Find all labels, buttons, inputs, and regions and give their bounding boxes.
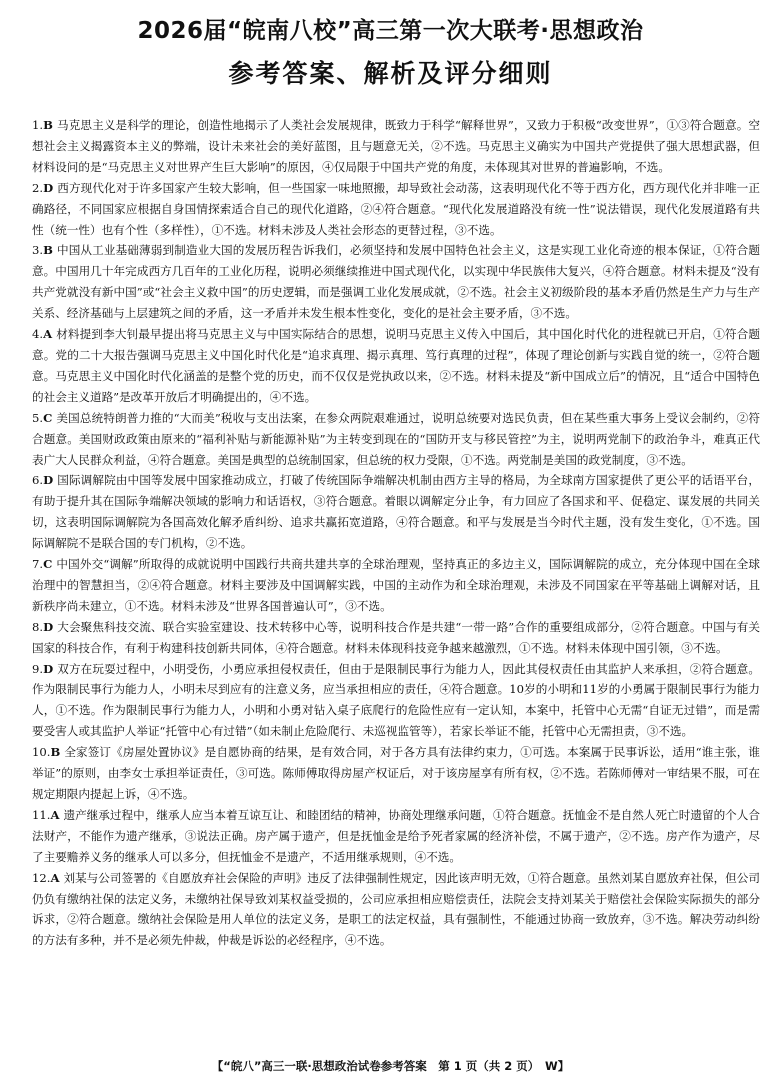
item-answer: D (43, 473, 54, 488)
answer-item-8 (22, 617, 760, 659)
document-title: 2026届“皖南八校”高三第一次大联考·思想政治 (137, 18, 644, 44)
item-explanation: 大会聚焦科技交流、联合实验室建设、技术转移中心等，说明科技合作是共建“一带一路”合作的重要组成部分，②符合题意。中国与有关国家的科技合作，有利于构建科技创新共同体，④符合题意。材料未体现科技竞争越来越激烈，①不选。材料未体现中国引领，③不选。 (32, 619, 760, 655)
item-number: 4. (32, 327, 44, 342)
item-number: 11. (32, 807, 51, 822)
answer-item-7 (22, 554, 760, 617)
item-number: 2. (32, 180, 44, 195)
item-answer: A (50, 807, 60, 822)
answer-item-2 (22, 178, 760, 241)
item-answer: A (50, 870, 60, 885)
item-number: 3. (32, 243, 44, 258)
item-explanation: 美国总统特朗普力推的“大而美”税收与支出法案，在参众两院艰难通过，说明总统要对选民负责，但在某些重大事务上受议会制约，②符合题意。美国财政政策由原来的“福利补贴与新能源补贴”为主转变到现在的“国防开支与移民管控”为主，说明两党制下的政治争斗，难真正代表广大人民群众利益，④符合题意。美国是典型的总统制国家，但总统的权力受限，①不选。两党制是美国的政党制度，③不选。 (32, 410, 760, 467)
item-explanation: 西方现代化对于许多国家产生较大影响，但一些国家一味地照搬，却导致社会动荡，这表明现代化不等于西方化，西方现代化并非唯一正确路径，不同国家应根据自身国情探索适合自己的现代化道路，②④符合题意。“现代化发展道路没有统一性”说法错误，现代化发展道路有共性（统一性）也有个性（多样性），①不选。材料未涉及人类社会形态的更替过程，③不选。 (32, 180, 760, 237)
answer-list (22, 115, 760, 951)
item-number: 6. (32, 473, 44, 488)
answer-item-5 (22, 408, 760, 471)
answer-item-12 (22, 868, 760, 952)
item-explanation: 双方在玩耍过程中，小明受伤，小勇应承担侵权责任，但由于是限制民事行为能力人，因此其侵权责任由其监护人来承担，②符合题意。作为限制民事行为能力人，小明未尽到应有的注意义务，应当承担相应的责任，④符合题意。10岁的小明和11岁的小勇属于限制民事行为能力人，①不选。作为限制民事行为能力人，小明和小勇对钻入桌子底爬行的危险性应有一定认知，本案中，托管中心无需“自证无过错”，而是需要受害人或其监护人举证“托管中心有过错”（如未制止危险爬行、未巡视监管等），若家长举证不能，托管中心无需担责，③不选。 (32, 661, 760, 739)
item-answer: D (43, 619, 54, 634)
answer-item-6 (22, 470, 760, 554)
item-explanation: 国际调解院由中国等发展中国家推动成立，打破了传统国际争端解决机制由西方主导的格局，为全球南方国家提供了更公平的话语平台，有助于提升其在国际争端解决领域的影响力和话语权，③符合题意。着眼以调解定分止争，有力回应了各国求和平、促稳定、谋发展的共同关切，这表明国际调解院为各国高效化解矛盾纠纷、追求共赢拓宽道路，④符合题意。和平与发展是当今时代主题，没有发生变化，①不选。国际调解院不是联合国的专门机构，②不选。 (32, 473, 760, 551)
item-number: 12. (32, 870, 51, 885)
item-answer: A (43, 327, 53, 342)
item-number: 10. (32, 745, 51, 760)
item-answer: D (43, 661, 54, 676)
item-explanation: 刘某与公司签署的《自愿放弃社会保险的声明》违反了法律强制性规定，因此该声明无效，①符合题意。虽然刘某自愿放弃社保，但公司仍负有缴纳社保的法定义务，未缴纳社保导致刘某权益受损的，公司应承担相应赔偿责任，法院会支持刘某关于赔偿社会保险实际损失的部分诉求，②符合题意。缴纳社会保险是用人单位的法定义务，是职工的法定权益，具有强制性，不能通过协商一致放弃，③不选。解决劳动纠纷的方法有多种，并不是必须先仲裁，仲裁是诉讼的必经程序，④不选。 (32, 870, 760, 948)
answer-item-10 (22, 742, 760, 805)
answer-item-3 (22, 240, 760, 324)
item-explanation: 材料提到李大钊最早提出将马克思主义与中国实际结合的思想，说明马克思主义传入中国后，其中国化时代化的进程就已开启，①符合题意。党的二十大报告强调马克思主义中国化时代化是“追求真理、揭示真理、笃行真理的过程”，体现了理论创新与实践自觉的统一，②符合题意。马克思主义中国化时代化涵盖的是整个党的历史，而不仅仅是党执政以来，②不选。材料未提及“新中国成立后”的情况，且“适合中国特色的社会主义道路”是改革开放后才明确提出的，④不选。 (32, 327, 760, 404)
item-explanation: 中国从工业基础薄弱到制造业大国的发展历程告诉我们，必须坚持和发展中国特色社会主义，这是实现工业化奇迹的根本保证，①符合题意。中国用几十年完成西方几百年的工业化历程，说明必须继续推进中国式现代化，以实现中华民族伟大复兴，④符合题意。材料未提及“没有共产党就没有新中国”或“社会主义救中国”的历史逻辑，而是强调工业化发展成就，②不选。社会主义初级阶段的基本矛盾仍然是生产力与生产关系、经济基础与上层建筑之间的矛盾，这一矛盾并未发生根本性变化，变化的是社会主要矛盾，③不选。 (32, 243, 760, 321)
item-number: 1. (32, 118, 44, 132)
item-explanation: 全家签订《房屋处置协议》是自愿协商的结果，是有效合同，对于各方具有法律约束力，①可选。本案属于民事诉讼，适用“谁主张，谁举证”的原则，由李女士承担举证责任，③可选。陈师傅取得房屋产权证后，对于该房屋享有所有权，②不选。若陈师傅对一审结果不服，可在规定期限内提起上诉，④不选。 (32, 745, 760, 801)
item-answer: B (50, 745, 61, 760)
item-answer: B (43, 243, 53, 258)
item-answer: D (43, 180, 54, 195)
item-explanation: 遗产继承过程中，继承人应当本着互谅互让、和睦团结的精神，协商处理继承问题，①符合题意。抚恤金不是自然人死亡时遗留的个人合法财产，不能作为遗产继承，③说法正确。房产属于遗产，但是抚恤金是给予死者家属的经济补偿，不属于遗产，②不选。房产作为遗产，尽了主要赡养义务的继承人可以多分，但抚恤金不是遗产，不适用继承规则，④不选。 (32, 807, 760, 864)
answer-item-9 (22, 659, 760, 743)
item-answer: C (43, 410, 53, 425)
item-number: 5. (32, 410, 44, 425)
page-footer: 【“皖八”高三一联·思想政治试卷参考答案 第 1 页（共 2 页） W】 (211, 1059, 570, 1073)
document-subtitle: 参考答案、解析及评分细则 (228, 59, 553, 88)
item-answer: B (43, 118, 53, 132)
item-number: 8. (32, 619, 44, 634)
answer-item-4 (22, 324, 760, 408)
item-answer: C (43, 557, 53, 572)
item-number: 7. (32, 557, 44, 572)
item-number: 9. (32, 661, 44, 676)
item-explanation: 马克思主义是科学的理论，创造性地揭示了人类社会发展规律，既致力于科学“解释世界”，又致力于积极“改变世界”，①③符合题意。空想社会主义揭露资本主义的弊端，设计未来社会的美好蓝图，且与题意无关，②不选。马克思主义确实为中国共产党提供了强大思想武器，但材料设问的是“马克思主义对世界产生巨大影响”的原因，④仅局限于中国共产党的角度，未体现其对世界的普遍影响，不选。 (32, 118, 760, 174)
answer-item-11 (22, 805, 760, 868)
answer-item-1 (22, 115, 760, 178)
item-explanation: 中国外交“调解”所取得的成就说明中国践行共商共建共享的全球治理观，坚持真正的多边主义，国际调解院的成立，充分体现中国在全球治理中的智慧担当，②④符合题意。材料主要涉及中国调解实践，中国的主动作为和全球治理观，未涉及不同国家在平等基础上调解对话，且新秩序尚未建立，①不选。材料未涉及“世界各国普遍认可”，③不选。 (32, 557, 760, 613)
